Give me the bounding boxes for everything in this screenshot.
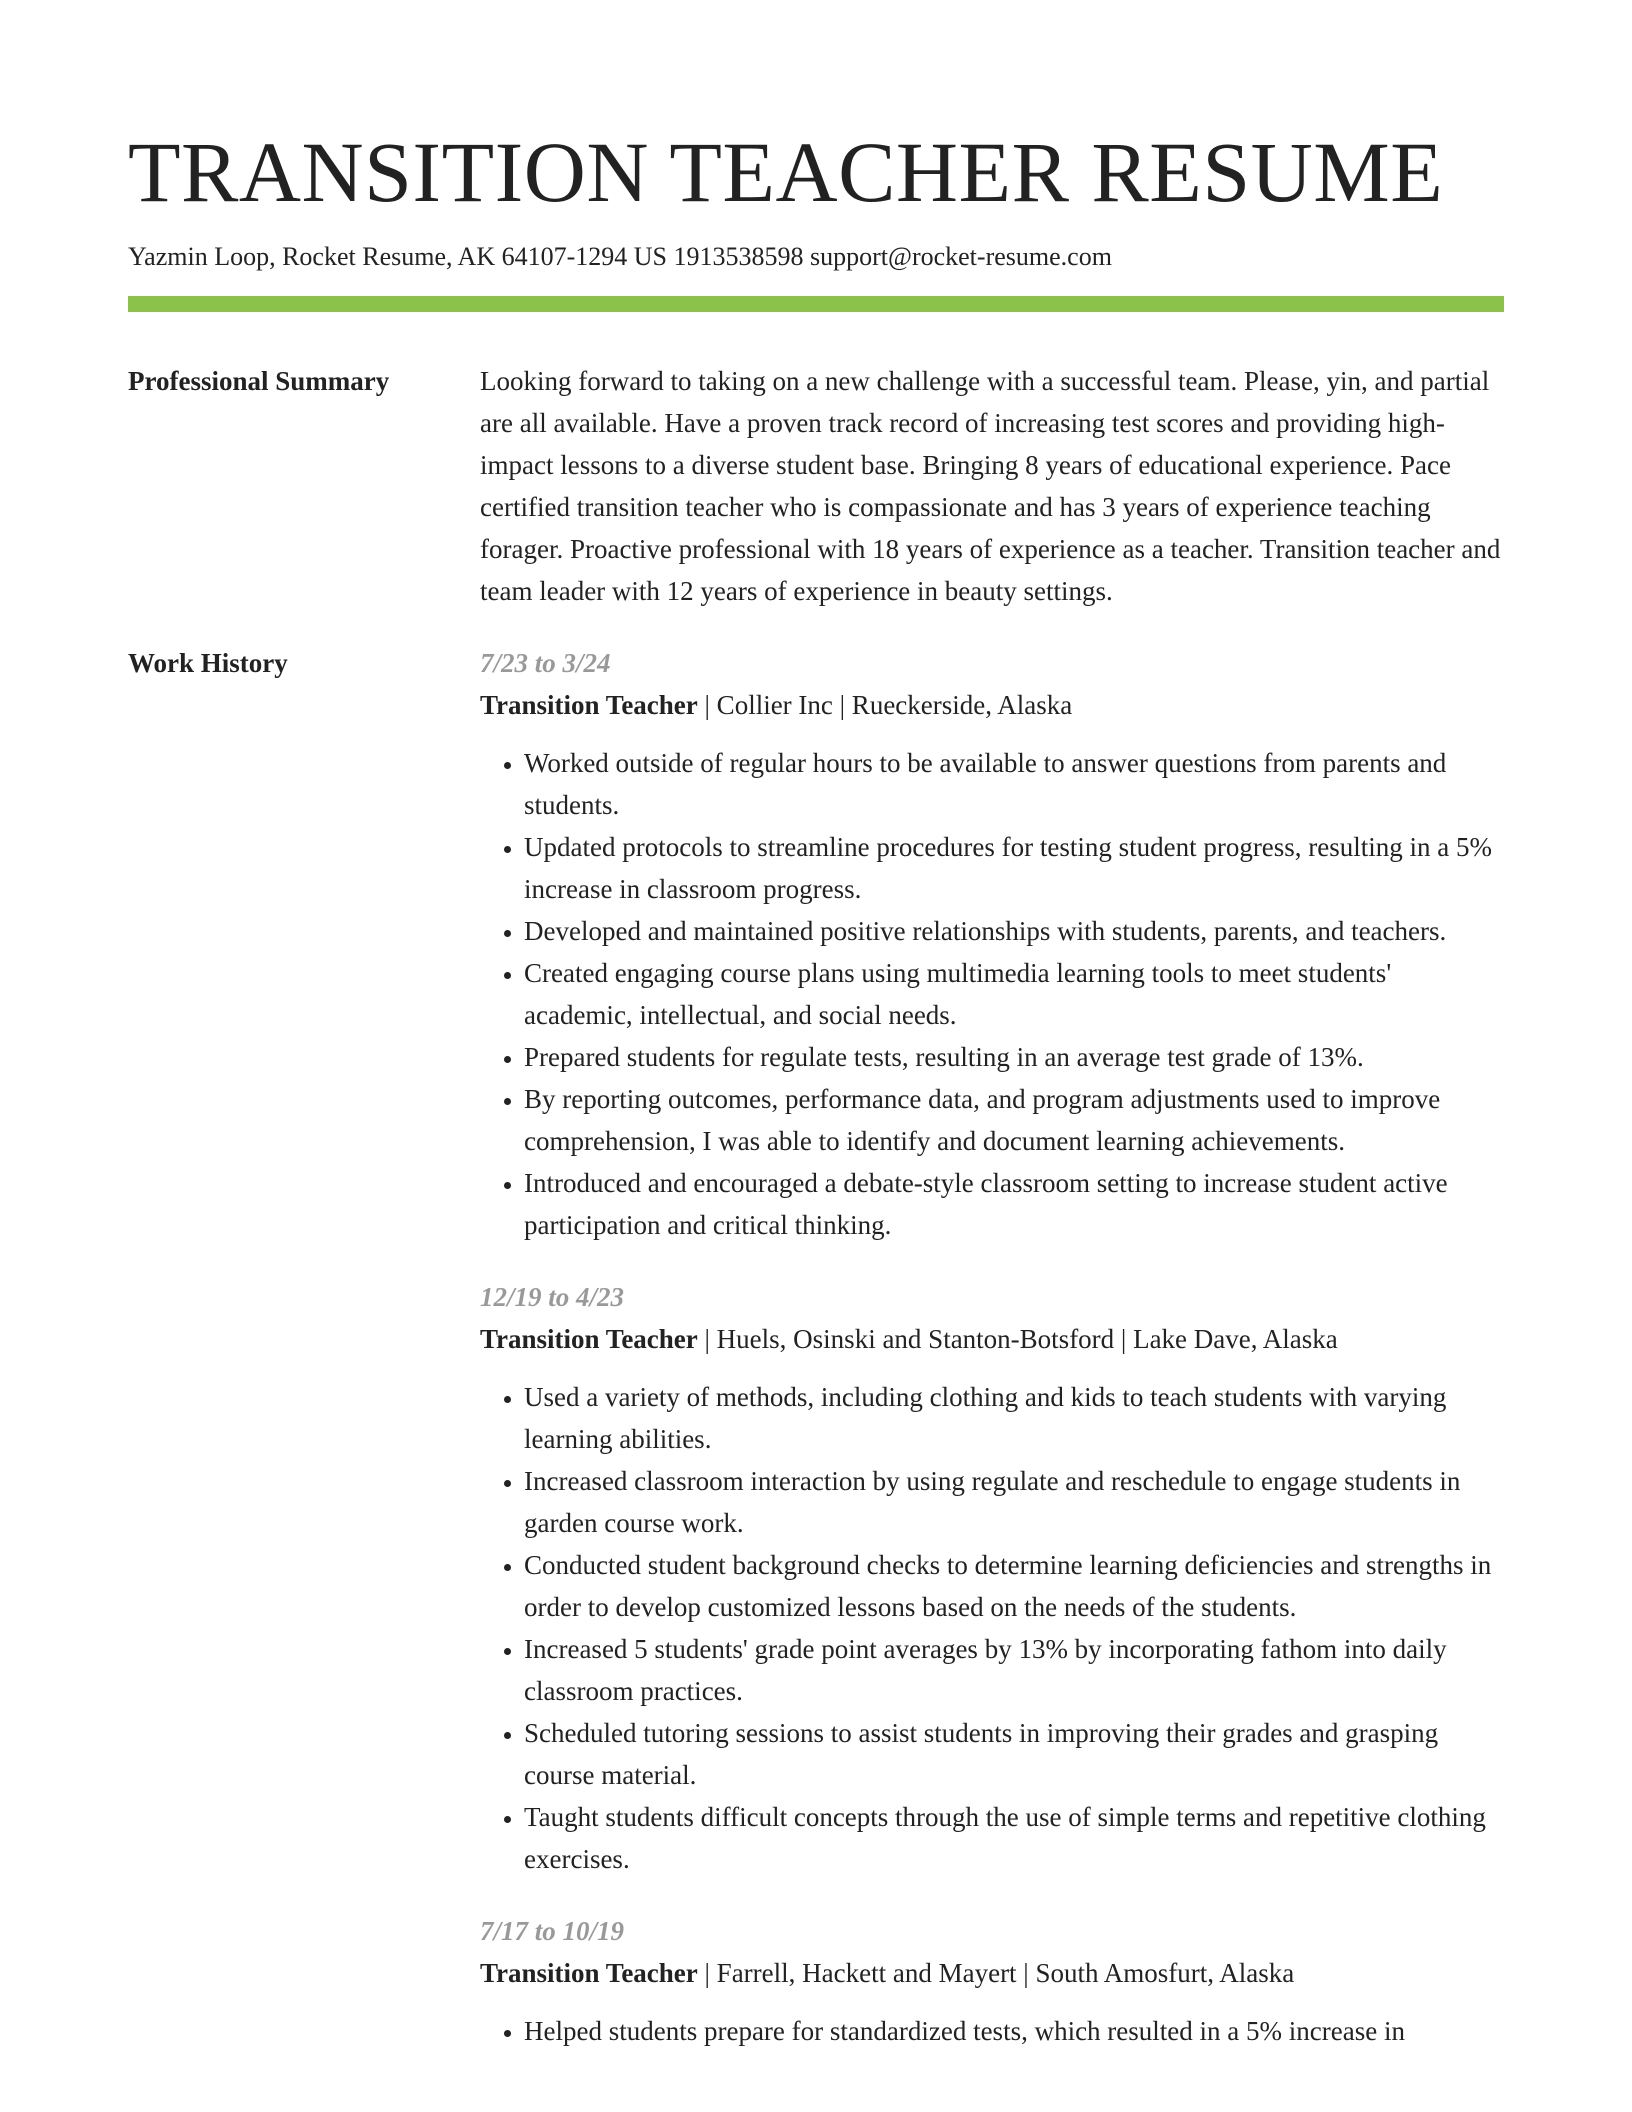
job-title: Transition Teacher: [480, 1958, 698, 1988]
professional-summary-section: [128, 360, 1504, 612]
section-body: [480, 642, 1504, 2082]
job-title: Transition Teacher: [480, 690, 698, 720]
job-entry: [480, 1910, 1504, 2052]
job-bullet: • Worked outside of regular hours to be available to answer questions from parents and students.: [524, 742, 1504, 826]
section-heading: Work History: [128, 648, 288, 678]
job-dates: 12/19 to 4/23: [480, 1282, 625, 1312]
job-bullet-list: [480, 1376, 1504, 1880]
resume-page: [128, 0, 1504, 2082]
job-bullet: • Taught students difficult concepts through the use of simple terms and repetitive clothing exercises.: [524, 1796, 1504, 1880]
job-dates: 7/17 to 10/19: [480, 1916, 625, 1946]
job-bullet: • Increased classroom interaction by using regulate and reschedule to engage students in garden course work.: [524, 1460, 1504, 1544]
job-bullet: • Introduced and encouraged a debate-style classroom setting to increase student active participation and critical thinking.: [524, 1162, 1504, 1246]
job-bullet: • Developed and maintained positive relationships with students, parents, and teachers.: [524, 910, 1504, 952]
job-bullet: • By reporting outcomes, performance data, and program adjustments used to improve comprehension, I was able to identify and document learning achievements.: [524, 1078, 1504, 1162]
job-bullet: • Updated protocols to streamline procedures for testing student progress, resulting in a 5% increase in classroom progress.: [524, 826, 1504, 910]
job-details: | Huels, Osinski and Stanton-Botsford | Lake Dave, Alaska: [697, 1324, 1338, 1354]
job-bullet: • Scheduled tutoring sessions to assist students in improving their grades and grasping course material.: [524, 1712, 1504, 1796]
job-bullet: • Prepared students for regulate tests, resulting in an average test grade of 13%.: [524, 1036, 1504, 1078]
job-bullet: • Created engaging course plans using multimedia learning tools to meet students' academic, intellectual, and social needs.: [524, 952, 1504, 1036]
job-role-line: [480, 1318, 1504, 1360]
job-bullet: • Conducted student background checks to determine learning deficiencies and strengths in order to develop customized lessons based on the needs of the students.: [524, 1544, 1504, 1628]
section-body: [480, 360, 1504, 612]
job-bullet: • Increased 5 students' grade point averages by 13% by incorporating fathom into daily classroom practices.: [524, 1628, 1504, 1712]
job-bullet-list: [480, 742, 1504, 1246]
job-details: | Collier Inc | Rueckerside, Alaska: [697, 690, 1073, 720]
work-history-section: [128, 642, 1504, 2082]
job-entry: [480, 642, 1504, 1246]
summary-text: Looking forward to taking on a new challenge with a successful team. Please, yin, and partial are all available. Have a proven track record of increasing test scores and providing high-impact lessons to a diverse student base. Bringing 8 years of educational experience. Pace certified transition teacher who is compassionate and has 3 years of experience teaching forager. Proactive professional with 18 years of experience as a teacher. Transition teacher and team leader with 12 years of experience in beauty settings.: [480, 366, 1501, 606]
resume-title: TRANSITION TEACHER RESUME: [128, 124, 1444, 220]
contact-line: Yazmin Loop, Rocket Resume, AK 64107-1294 US 1913538598 support@rocket-resume.com: [128, 242, 1112, 271]
job-details: | Farrell, Hackett and Mayert | South Amosfurt, Alaska: [697, 1958, 1295, 1988]
section-heading: Professional Summary: [128, 366, 390, 396]
job-bullet: • Used a variety of methods, including clothing and kids to teach students with varying learning abilities.: [524, 1376, 1504, 1460]
job-role-line: [480, 1952, 1504, 1994]
header-divider: [128, 296, 1504, 312]
job-entry: [480, 1276, 1504, 1880]
job-title: Transition Teacher: [480, 1324, 698, 1354]
job-bullet-list: [480, 2010, 1504, 2052]
job-dates: 7/23 to 3/24: [480, 648, 611, 678]
job-bullet: • Helped students prepare for standardized tests, which resulted in a 5% increase in: [524, 2010, 1504, 2052]
job-role-line: [480, 684, 1504, 726]
